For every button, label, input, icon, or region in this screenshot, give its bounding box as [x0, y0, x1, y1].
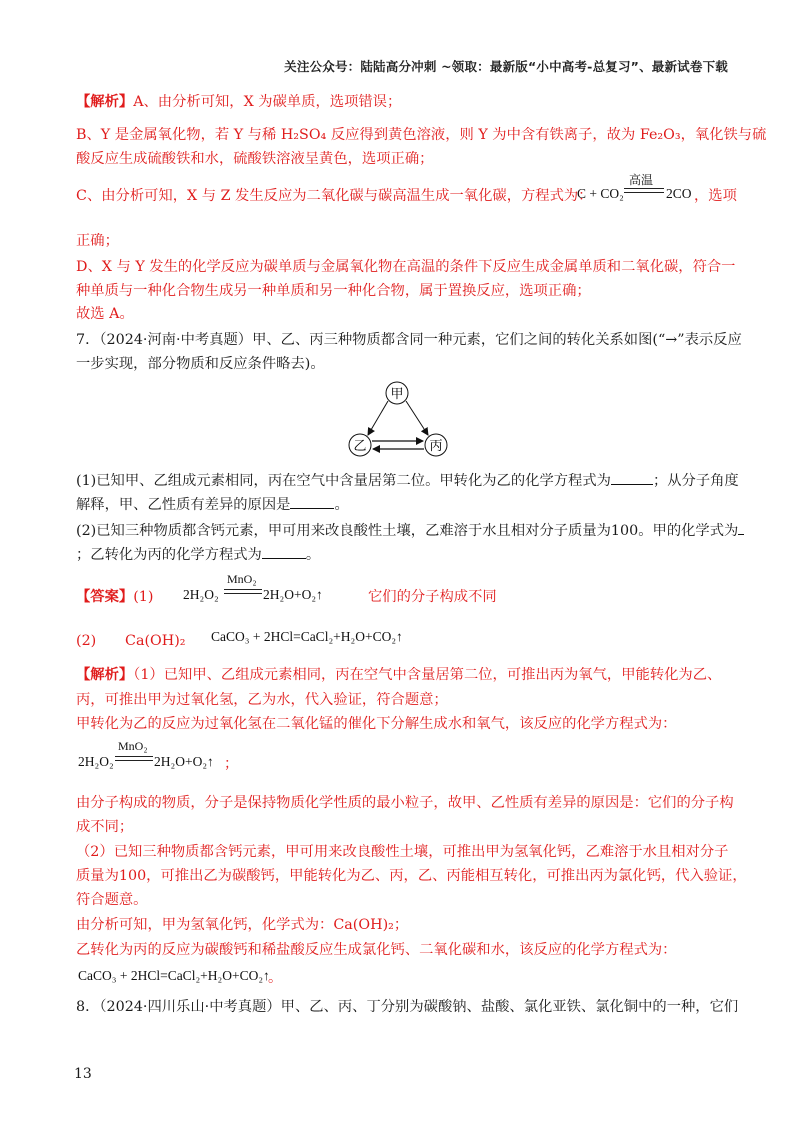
answer7-a1: 它们的分子构成不同: [368, 589, 497, 605]
analysis7-eq-left: 2H₂O₂: [78, 754, 114, 769]
q7-p2b: ；乙转化为丙的化学方程式为: [76, 547, 262, 563]
page-number: 13: [74, 1066, 92, 1082]
node-bing: 丙: [429, 439, 443, 454]
q7-part2-line1: [76, 520, 744, 541]
conversion-diagram: [340, 378, 470, 463]
analysis7-l3: 甲转化为乙的反应为过氧化氢在二氧化锰的催化下分解生成水和氧气，该反应的化学方程式为：: [76, 716, 677, 732]
answer7-eq2: CaCO₃ + 2HCl=CaCl₂+H₂O+CO₂↑: [211, 629, 403, 644]
analysis7-eq-right: 2H₂O+O₂↑: [154, 754, 214, 769]
answer7-a2: Ca(OH)₂: [125, 633, 186, 649]
q7-p2b-end: 。: [305, 547, 321, 563]
answer-blank: [738, 520, 744, 535]
page-header: 关注公众号：陆陆高分冲刺 ~领取：最新版“小中高考-总复习”、最新试卷下载: [284, 59, 728, 74]
analysis7-l9: 由分析可知，甲为氢氧化钙，化学式为：Ca(OH)₂；: [76, 917, 409, 933]
analysis7-line1: [76, 665, 721, 685]
c-equation-left: C + CO₂: [577, 186, 624, 201]
q7-part2-line2: [76, 544, 320, 565]
q7-stem-line2: 一步实现，部分物质和反应条件略去)。: [76, 356, 325, 372]
analysis7-l1: （1）已知甲、乙组成元素相同，丙在空气中含量居第二位，可推出丙为氧气，甲能转化为乙、: [133, 667, 722, 683]
analysis6-a: A、由分析可知，X 为碳单质，选项错误；: [133, 94, 402, 110]
q7-p1b: 解释，甲、乙性质有差异的原因是: [76, 497, 291, 513]
analysis6-c1-end: ，选项: [694, 188, 737, 204]
analysis7-eq-condition: MnO₂: [118, 739, 148, 753]
analysis6-c1: C、由分析可知，X 与 Z 发生反应为二氧化碳与碳高温生成一氧化碳，方程式为：: [76, 188, 593, 204]
analysis7-l2: 丙，可推出甲为过氧化氢，乙为水，代入验证，符合题意；: [76, 692, 448, 708]
c-equation-condition: 高温: [629, 173, 654, 187]
answer7-eq1-left: 2H₂O₂: [183, 587, 219, 602]
analysis7-eq2: CaCO₃ + 2HCl=CaCl₂+H₂O+CO₂↑: [78, 968, 270, 983]
answer7-line1: [76, 587, 153, 607]
c-equation-double-line: [624, 188, 664, 193]
analysis-tag: 【解析】: [76, 667, 134, 683]
analysis7-eq-double-line: [115, 756, 153, 761]
answer-blank: [611, 470, 653, 485]
analysis7-l4: 由分子构成的物质，分子是保持物质化学性质的最小粒子，故甲、乙性质有差异的原因是：它们的分子构: [76, 795, 734, 811]
analysis6-c2: 正确；: [76, 233, 119, 249]
answer-blank: [290, 494, 334, 509]
analysis6-d1: D、X 与 Y 发生的化学反应为碳单质与金属氧化物在高温的条件下反应生成金属单质和二氧化碳，符合一: [76, 259, 736, 275]
q7-part1-line2: [76, 494, 349, 515]
q7-p1b-end: 。: [334, 497, 349, 513]
analysis-tag: 【解析】: [76, 94, 134, 110]
answer-blank: [262, 544, 306, 559]
q7-p1a: (1)已知甲、乙组成元素相同，丙在空气中含量居第二位。甲转化为乙的化学方程式为: [76, 473, 611, 489]
analysis6-line-a: [76, 92, 401, 112]
q7-p2a: (2)已知三种物质都含钙元素，甲可用来改良酸性土壤，乙难溶于水且相对分子质量为100。甲的化学式为: [76, 523, 739, 539]
answer7-eq1-right: 2H₂O+O₂↑: [263, 587, 323, 602]
answer7-n2: (2): [76, 633, 97, 649]
analysis7-l7: 质量为100，可推出乙为碳酸钙，甲能转化为乙、丙，乙、丙能相互转化，可推出丙为氯化钙，代入验证，: [76, 868, 747, 884]
analysis6-d2: 种单质与一种化合物生成另一种单质和另一种化合物，属于置换反应，选项正确；: [76, 283, 591, 299]
analysis6-b1: B、Y 是金属氧化物，若 Y 与稀 H₂SO₄ 反应得到黄色溶液，则 Y 为中含有铁离子，故为 Fe₂O₃，氧化铁与硫: [76, 127, 767, 143]
analysis7-eq2-end: 。: [268, 970, 283, 986]
analysis7-l10: 乙转化为丙的反应为碳酸钙和稀盐酸反应生成氯化钙、二氧化碳和水，该反应的化学方程式为：: [76, 942, 677, 958]
analysis7-eq-end: ；: [224, 756, 239, 772]
answer7-n1: (1): [133, 589, 154, 605]
node-yi: 乙: [353, 439, 367, 454]
analysis6-b2: 酸反应生成硫酸铁和水，硫酸铁溶液呈黄色，选项正确；: [76, 151, 434, 167]
answer-tag: 【答案】: [76, 589, 134, 605]
q8-stem-line1: 8．（2024·四川乐山·中考真题）甲、乙、丙、丁分别为碳酸钠、盐酸、氯化亚铁、氯化铜中的一种，它们: [76, 999, 739, 1015]
q7-part1-line1: [76, 470, 739, 491]
analysis7-l6: （2）已知三种物质都含钙元素，甲可用来改良酸性土壤，可推出甲为氢氧化钙，乙难溶于水且相对分子: [76, 844, 729, 860]
analysis6-final: 故选 A。: [76, 306, 134, 322]
q7-p1a-end: ；从分子角度: [652, 473, 739, 489]
answer7-eq1-condition: MnO₂: [227, 572, 257, 586]
q7-stem-line1: 7．（2024·河南·中考真题）甲、乙、丙三种物质都含同一种元素，它们之间的转化关系如图(“→”表示反应: [76, 332, 742, 348]
node-jia: 甲: [390, 387, 404, 402]
answer7-eq1-double-line: [224, 589, 262, 594]
c-equation-right: 2CO: [666, 186, 692, 201]
analysis7-l8: 符合题意。: [76, 892, 148, 908]
analysis7-l5: 成不同；: [76, 819, 134, 835]
